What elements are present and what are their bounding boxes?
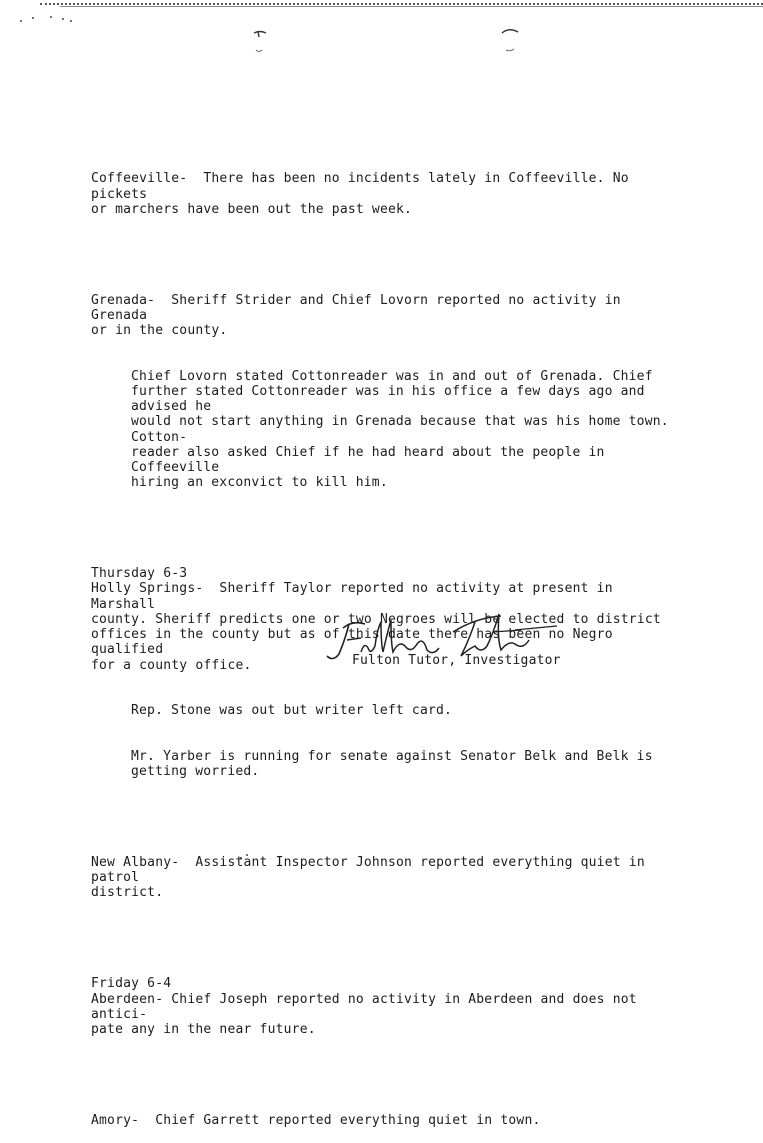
paragraph-new-albany: New Albany- Assistant Inspector Johnson reported everything quiet in patrol district. [91,854,645,901]
paragraph-grenada: Grenada- Sheriff Strider and Chief Lovorn reported no activity in Grenada or in the county. [91,292,621,339]
paragraph-aberdeen: Friday 6-4 Aberdeen- Chief Joseph reported no activity in Aberdeen and does not antici- pate any in the near future. [91,976,637,1037]
scan-speck [50,16,52,18]
signature-name: Fulton Tutor, Investigator [352,653,561,668]
top-edge-rule [40,0,763,5]
scan-speck [32,17,34,19]
top-edge-line [60,6,763,7]
punch-hole-mark-right [500,26,522,52]
paragraph-holly-springs: Thursday 6-3 Holly Springs- Sheriff Taylor reported no activity at present in Marshall county. Sheriff predicts one or two Negroes will be elected to district offices in the county but as of this date there has been no Negro qualified for a county office. [91,566,661,673]
paragraph-yarber: Mr. Yarber is running for senate against Senator Belk and Belk is getting worried. [131,748,653,779]
scan-speck [62,18,64,20]
paragraph-coffeeville: Coffeeville- There has been no incidents lately in Coffeeville. No pickets or marchers have been out the past week. [91,171,629,217]
paragraph-amory: Amory- Chief Garrett reported everything quiet in town. [91,1112,541,1128]
punch-hole-mark-left [252,28,274,54]
scan-speck [20,20,22,22]
paragraph-rep-stone: Rep. Stone was out but writer left card. [131,703,453,719]
handwritten-signature [325,610,565,680]
scan-speck [70,20,72,22]
paragraph-cottonreader: Chief Lovorn stated Cottonreader was in and out of Grenada. Chief further stated Cottonreader was in his office a few days ago and advised he would not start anything in Grenada because that was his home town. Cotton- reader also asked Chief if he had heard about the people in Coffeeville hiring an exconvict to kill him. [131,368,669,491]
